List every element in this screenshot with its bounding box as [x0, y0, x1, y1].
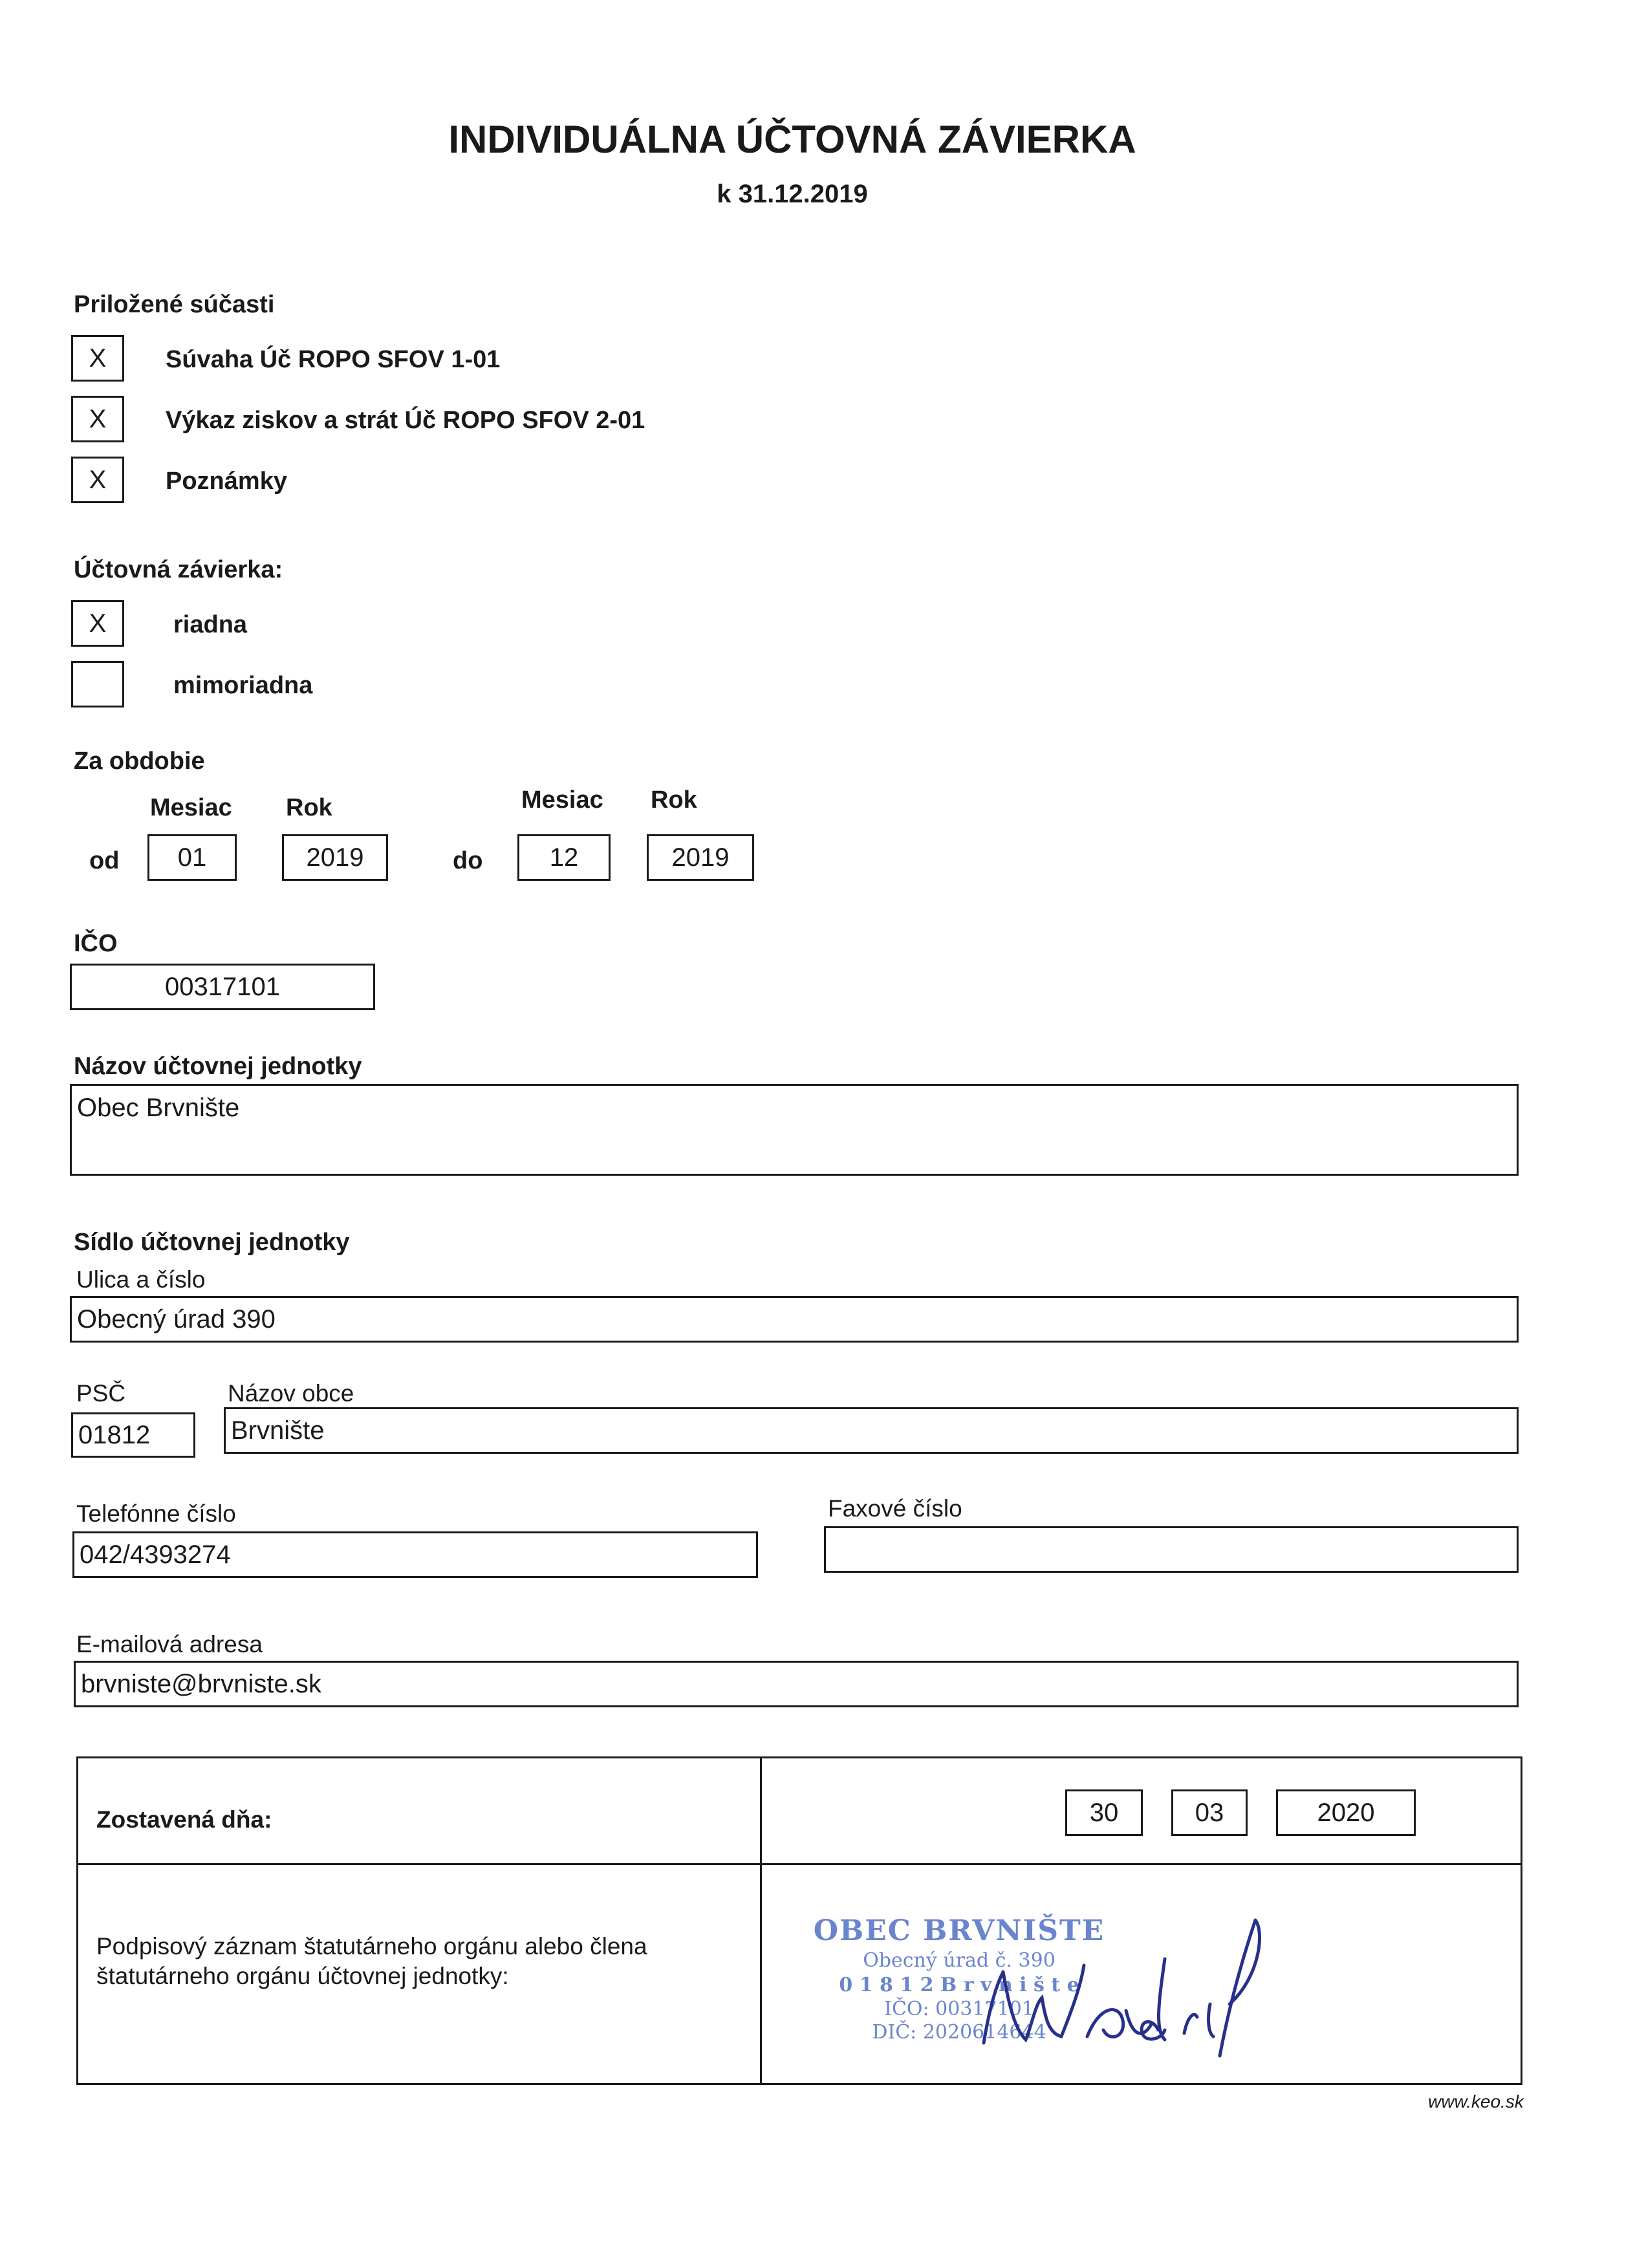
document-subtitle: k 31.12.2019 — [717, 180, 868, 208]
compiled-day-value: 30 — [1089, 1798, 1119, 1827]
phone-value: 042/4393274 — [80, 1540, 231, 1569]
checkbox-riadna[interactable]: X — [71, 600, 124, 647]
signature-label-line2: štatutárneho orgánu účtovnej jednotky: — [96, 1963, 509, 1989]
stamp-line2: Obecný úrad č. 390 — [863, 1949, 1056, 1972]
label-suvaha: Súvaha Úč ROPO SFOV 1-01 — [166, 346, 501, 373]
stamp-line3: 0 1 8 1 2 B r v n i š t e — [839, 1974, 1079, 1996]
to-year-field[interactable] — [647, 834, 754, 881]
psc-field[interactable] — [71, 1412, 195, 1458]
fax-field[interactable] — [824, 1526, 1519, 1573]
email-value: brvniste@brvniste.sk — [81, 1670, 321, 1698]
signature-table — [76, 1756, 1522, 2085]
period-heading: Za obdobie — [74, 748, 205, 775]
ico-value: 00317101 — [165, 973, 280, 1001]
footer-website: www.keo.sk — [1428, 2091, 1524, 2111]
psc-label: PSČ — [76, 1380, 126, 1407]
components-heading: Priložené súčasti — [74, 291, 275, 318]
to-year-label: Rok — [651, 786, 697, 814]
label-mimoriadna: mimoriadna — [173, 672, 313, 699]
to-month-label: Mesiac — [521, 786, 603, 814]
table-horizontal-divider — [78, 1863, 1521, 1865]
from-month-label: Mesiac — [150, 794, 232, 821]
checkbox-poznamky[interactable]: X — [71, 457, 124, 503]
compiled-year-field[interactable] — [1276, 1789, 1416, 1836]
fax-label: Faxové číslo — [828, 1495, 962, 1522]
ico-label: IČO — [74, 930, 118, 957]
unit-name-value: Obec Brvnište — [77, 1094, 240, 1122]
stamp-line4: IČO: 00317101 — [884, 1998, 1034, 2020]
handwritten-signature — [971, 1907, 1333, 2075]
to-year-value: 2019 — [671, 843, 730, 872]
ico-field[interactable] — [70, 964, 375, 1010]
label-poznamky: Poznámky — [166, 468, 287, 495]
checkbox-mimoriadna[interactable] — [71, 661, 124, 707]
street-label: Ulica a číslo — [76, 1266, 206, 1293]
from-label: od — [89, 847, 120, 874]
city-label: Názov obce — [228, 1380, 354, 1407]
unit-name-field[interactable] — [70, 1084, 1519, 1176]
email-field[interactable] — [74, 1661, 1519, 1707]
from-month-value: 01 — [177, 843, 207, 872]
compiled-year-value: 2020 — [1317, 1798, 1375, 1827]
label-riadna: riadna — [173, 611, 248, 638]
from-year-value: 2019 — [306, 843, 364, 872]
from-month-field[interactable] — [147, 834, 237, 881]
compiled-label: Zostavená dňa: — [96, 1806, 272, 1833]
phone-label: Telefónne číslo — [76, 1500, 236, 1527]
checkbox-suvaha[interactable]: X — [71, 335, 124, 382]
phone-field[interactable] — [72, 1531, 758, 1578]
compiled-day-field[interactable] — [1065, 1789, 1143, 1836]
city-value: Brvnište — [231, 1416, 325, 1445]
table-vertical-divider — [760, 1758, 762, 2083]
from-year-field[interactable] — [282, 834, 388, 881]
city-field[interactable] — [224, 1407, 1519, 1454]
document-title: INDIVIDUÁLNA ÚČTOVNÁ ZÁVIERKA — [448, 118, 1136, 161]
email-label: E-mailová adresa — [76, 1631, 263, 1658]
to-label: do — [453, 847, 483, 874]
to-month-field[interactable] — [517, 834, 611, 881]
compiled-month-value: 03 — [1195, 1798, 1224, 1827]
closing-type-heading: Účtovná závierka: — [74, 556, 283, 583]
signature-label-line1: Podpisový záznam štatutárneho orgánu alebo člena — [96, 1933, 647, 1960]
street-field[interactable] — [70, 1296, 1519, 1343]
address-heading: Sídlo účtovnej jednotky — [74, 1229, 350, 1256]
to-month-value: 12 — [549, 843, 579, 872]
from-year-label: Rok — [286, 794, 332, 821]
psc-value: 01812 — [78, 1421, 151, 1449]
stamp-line1: OBEC BRVNIŠTE — [813, 1914, 1105, 1947]
checkbox-vykaz[interactable]: X — [71, 396, 124, 442]
stamp-line5: DIČ: 2020614644 — [872, 2021, 1046, 2044]
street-value: Obecný úrad 390 — [77, 1305, 276, 1334]
label-vykaz: Výkaz ziskov a strát Úč ROPO SFOV 2-01 — [166, 407, 645, 434]
compiled-month-field[interactable] — [1171, 1789, 1248, 1836]
unit-name-label: Názov účtovnej jednotky — [74, 1053, 362, 1080]
